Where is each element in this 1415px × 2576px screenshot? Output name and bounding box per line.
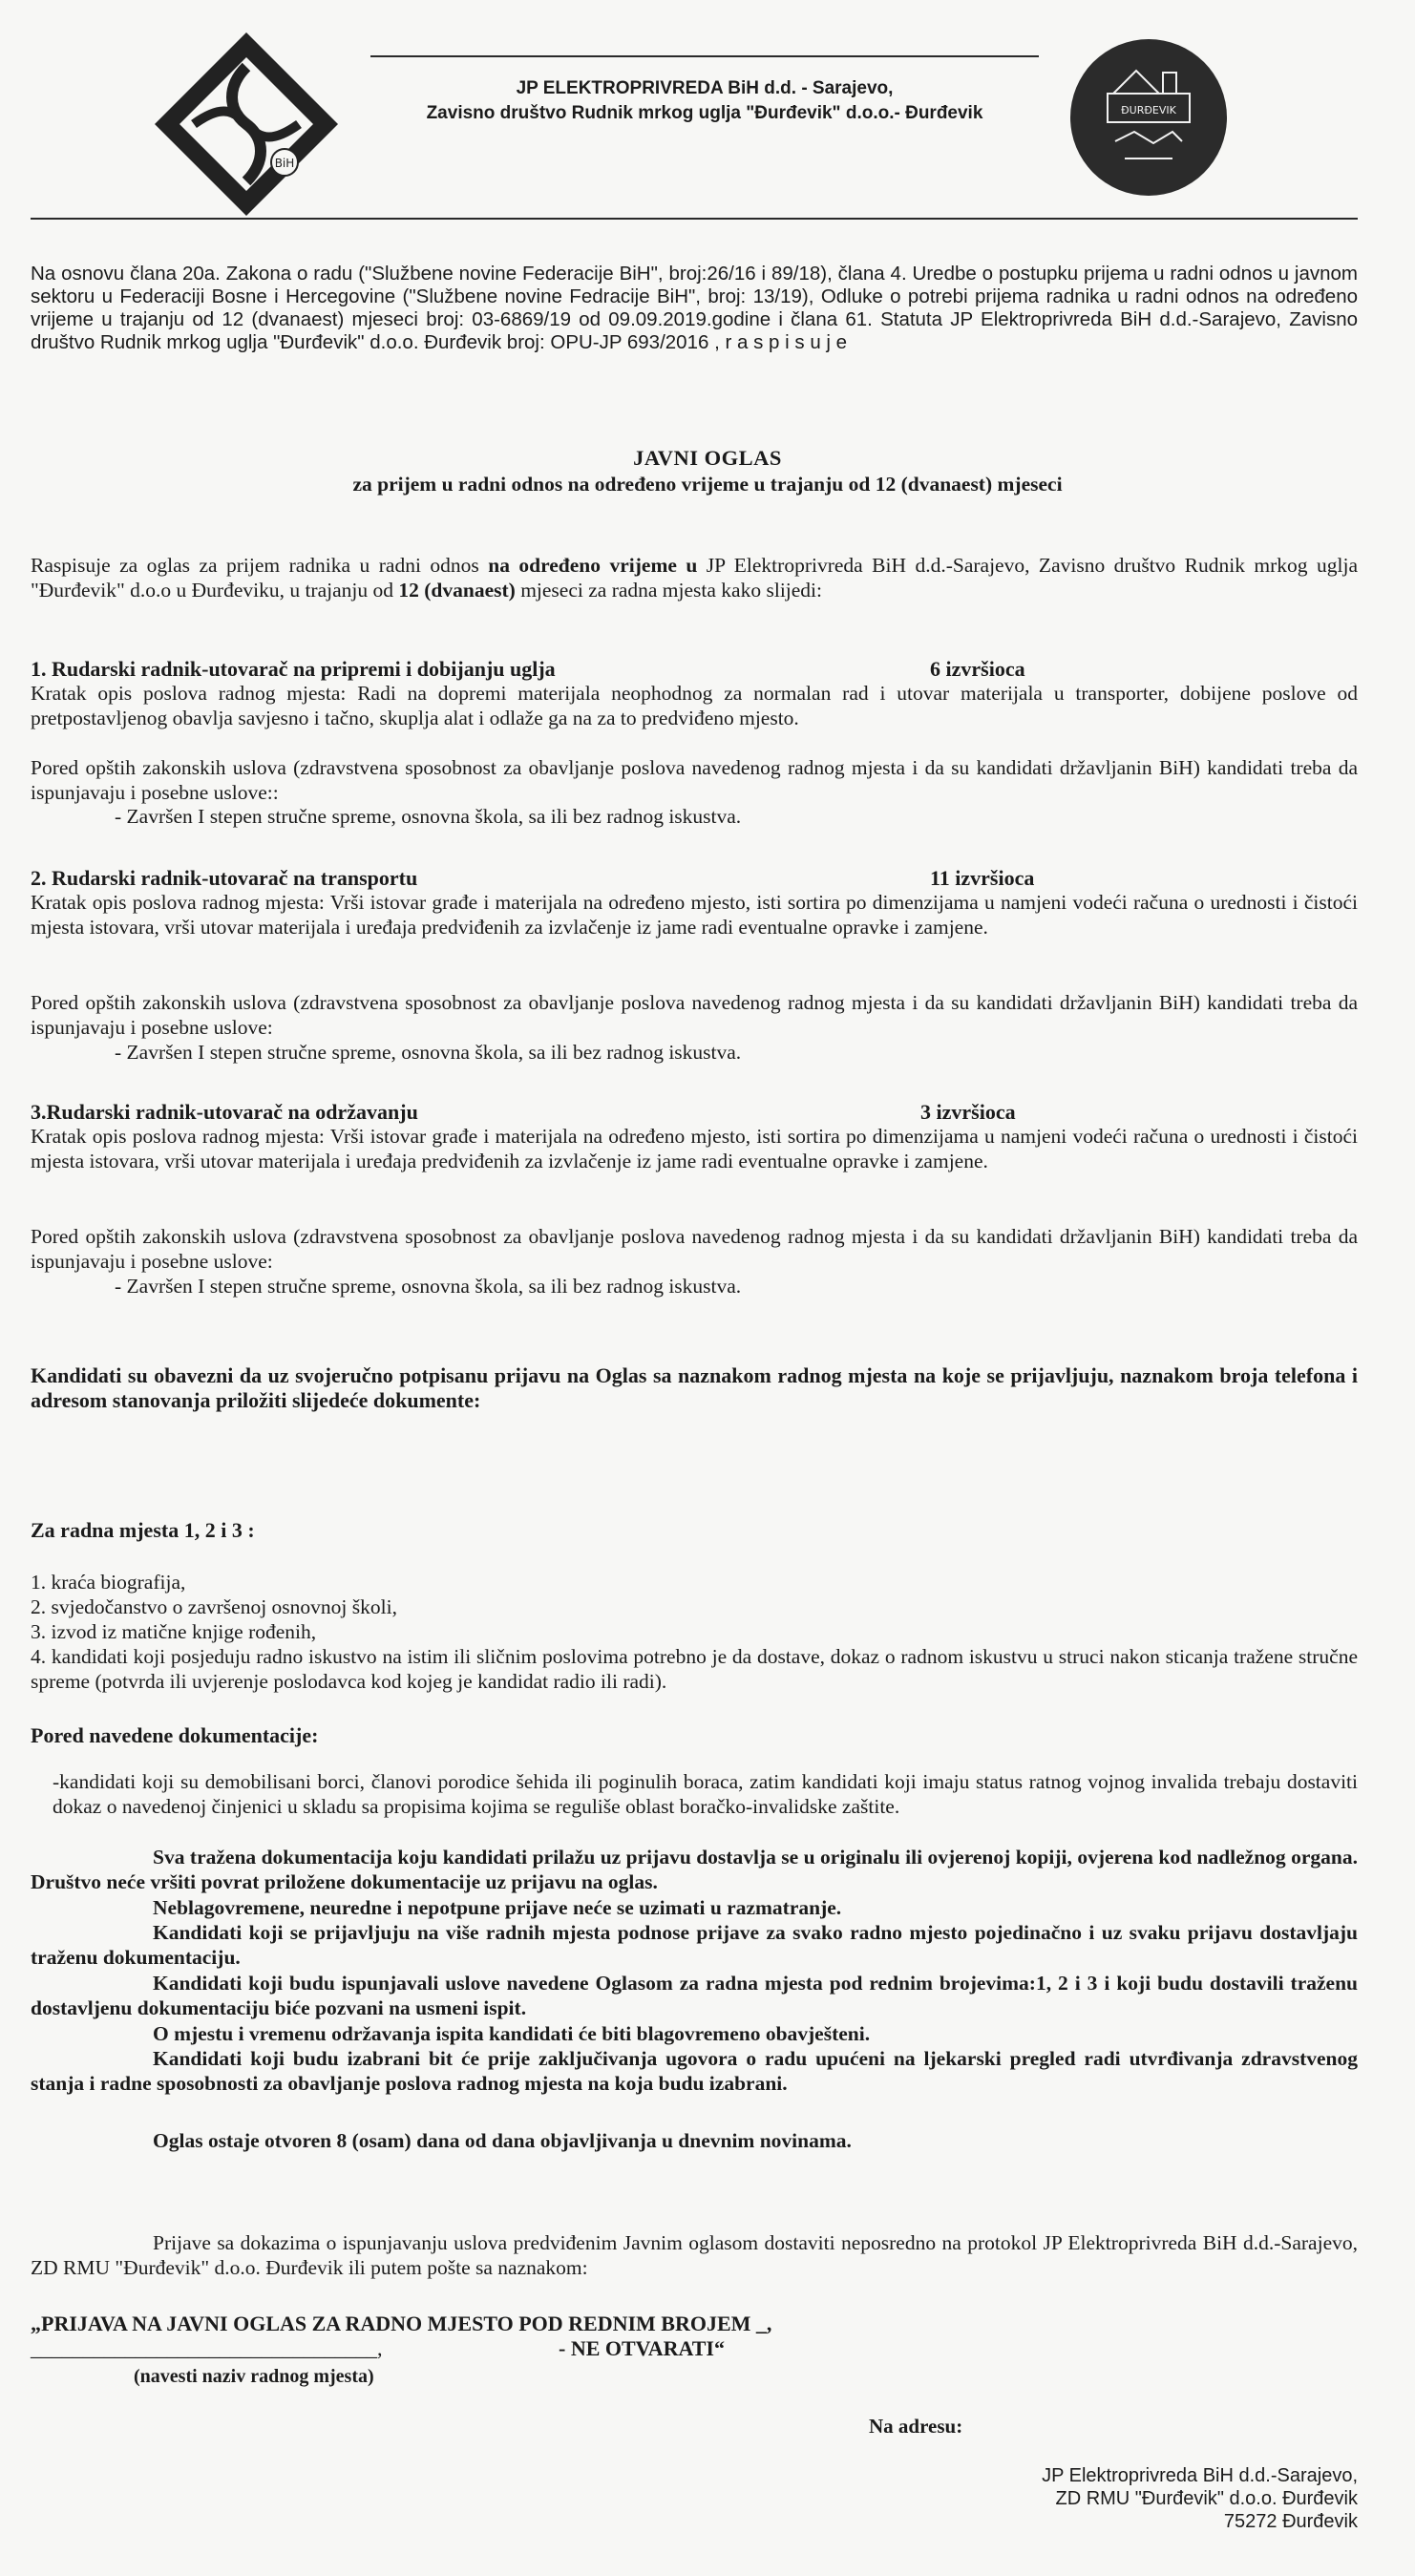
bih-seal-text: BiH [274, 157, 295, 170]
position-2-title: 2. Rudarski radnik-utovarač na transportu [31, 866, 418, 890]
position-1-title: 1. Rudarski radnik-utovarač na pripremi i dobijanju uglja [31, 657, 556, 681]
position-3-description: Kratak opis poslova radnog mjesta: Vrši istovar građe i materijala na određeno mjesto, isti sortira po dimenzijama u namjeni vodeći računa o urednosti i čistoći mjesta istovara, vrši utovar materijala i uređaja predviđenih za izvlačenje iz jame radi eventualne opravke i zamjene. [31, 1125, 1358, 1172]
note-medical-exam-text: Kandidati koji budu izabrani bit će prije zaključivanja ugovora o radu upućeni na ljekarski pregled radi utvrđivanja zdravstvenog stanja i radne sposobnosti za obavljanje poslova radnog mjesta na koja budu izabrani. [31, 2047, 1358, 2095]
envelope-line-2-tail: - NE OTVARATI“ [559, 2336, 725, 2360]
position-2-description: Kratak opis poslova radnog mjesta: Vrši istovar građe i materijala na određeno mjesto, isti sortira po dimenzijama u namjeni vodeći računa o urednosti i čistoći mjesta istovara, vrši utovar materijala i uređaja predviđenih za izvlačenje iz jame radi eventualne opravke i zamjene. [31, 891, 1358, 939]
position-3-title: 3.Rudarski radnik-utovarač na održavanju [31, 1100, 418, 1124]
position-3-requirement: - Završen I stepen stručne spreme, osnovna škola, sa ili bez radnog iskustva. [115, 1275, 742, 1298]
obligation-paragraph: Kandidati su obavezni da uz svojeručno potpisanu prijavu na Oglas sa naznakom radnog mjesta na koje se prijavljuju, naznakom broja telefona i adresom stanovanja priložiti slijedeće dokumente: [31, 1363, 1358, 1412]
address-label: Na adresu: [869, 2415, 963, 2438]
announcement-paragraph [31, 554, 1358, 602]
note-multiple-positions-text: Kandidati koji se prijavljuju na više radnih mjesta podnose prijave za svako radno mjesto pojedinačno i uz svaku prijavu dostavljaju traženu dokumentaciju. [31, 1921, 1358, 1969]
note-exam-schedule-text: O mjestu i vremenu održavanja ispita kandidati će biti blagovremeno obavješteni. [153, 2022, 871, 2045]
document-item-4: 4. kandidati koji posjeduju radno iskustvo na istim ili sličnim poslovima potrebno je da dostave, dokaz o radnom iskustvu u struci nakon sticanja tražene stručne spreme (potvrda ili uvjerenje poslodavca kod kojeg je kandidat radio ili radi). [31, 1645, 1358, 1693]
position-3-conditions: Pored opštih zakonskih uslova (zdravstvena sposobnost za obavljanje poslova navedenog radnog mjesta i da su kandidati državljanin BiH) kandidati treba da ispunjavaju i posebne uslove: [31, 1225, 1358, 1273]
document-item-1: 1. kraća biografija, [31, 1571, 186, 1594]
position-2-conditions: Pored opštih zakonskih uslova (zdravstvena sposobnost za obavljanje poslova navedenog radnog mjesta i da su kandidati državljanin BiH) kandidati treba da ispunjavaju i posebne uslove: [31, 991, 1358, 1039]
intro-paragraph: Na osnovu člana 20a. Zakona o radu ("Službene novine Federacije BiH", broj:26/16 i 89/18), člana 4. Uredbe o postupku prijema u radni odnos u javnom sektoru u Federaciji Bosne i Hercegovine ("Službene novine Fedracije BiH", broj: 13/19), Odluke o potrebi prijema radnika u radni odnos na određeno vrijeme u trajanju od 12 (dvanaest) mjeseci broj: 03-6869/19 od 09.09.2019.godine i člana 61. Statuta JP Elektroprivreda BiH d.d.-Sarajevo, Zavisno društvo Rudnik mrkog uglja "Đurđevik" d.o.o. Đurđevik broj: OPU-JP 693/2016 , r a s p i s u j e [31, 263, 1358, 353]
announce-bold2: 12 (dvanaest) [398, 578, 516, 602]
address-line-1: JP Elektroprivreda BiH d.d.-Sarajevo, [1042, 2465, 1358, 2486]
note-incomplete [31, 1896, 1358, 1921]
note-oral-exam [31, 1972, 1358, 2020]
address-block [1042, 2464, 1358, 2533]
additional-paragraph: -kandidati koji su demobilisani borci, članovi porodice šehida ili poginulih boraca, zatim kandidati koji imaju status ratnog vojnog invalida trebaju dostaviti dokaz o navedenoj činjenici u skladu sa propisima kojima se reguliše oblast boračko-invalidske zaštite. [53, 1770, 1358, 1818]
envelope-line-2-blank: _________________________________, [31, 2336, 383, 2360]
submission-text: Prijave sa dokazima o ispunjavanju uslova predviđenim Javnim oglasom dostaviti neposredno na protokol JP Elektroprivreda BiH d.d.-Sarajevo, ZD RMU "Đurđevik" d.o.o. Đurđevik ili putem pošte sa naznakom: [31, 2231, 1358, 2279]
document-item-3: 3. izvod iz matične knjige rođenih, [31, 1620, 317, 1643]
header-bottom-rule [31, 218, 1358, 220]
position-2-count: 11 izvršioca [930, 866, 1035, 890]
envelope-line-1: „PRIJAVA NA JAVNI OGLAS ZA RADNO MJESTO POD REDNIM BROJEM _, [31, 2312, 772, 2335]
envelope-hint: (navesti naziv radnog mjesta) [134, 2366, 374, 2387]
announce-part1: Raspisuje za oglas za prijem radnika u radni odnos [31, 554, 489, 577]
header-top-rule [370, 55, 1039, 57]
position-1-requirement: - Završen I stepen stručne spreme, osnovna škola, sa ili bez radnog iskustva. [115, 805, 742, 828]
note-oral-exam-text: Kandidati koji budu ispunjavali uslove navedene Oglasom za radna mjesta pod rednim brojevima:1, 2 i 3 i koji budu dostavili traženu dostavljenu dokumentaciju biće pozvani na usmeni ispit. [31, 1972, 1358, 2019]
position-2-requirement: - Završen I stepen stručne spreme, osnovna škola, sa ili bez radnog iskustva. [115, 1041, 742, 1064]
announce-part2: JP Elektroprivreda BiH d.d.-Sarajevo, Zavisno društvo Rudnik mrkog uglja "Đurđevik" d.o.o u Đurđeviku, u trajanju od [31, 554, 1358, 602]
position-3-count: 3 izvršioca [920, 1100, 1016, 1124]
announce-part3: mjeseci za radna mjesta kako slijedi: [515, 578, 823, 602]
position-1-description: Kratak opis poslova radnog mjesta: Radi na dopremi materijala neophodnog za normalan rad i utovar materijala u transporter, dobijene poslove od pretpostavljenog obavlja savjesno i tačno, skuplja alat i odlaže ga na za to predviđeno mjesto. [31, 682, 1358, 729]
notice-subtitle: za prijem u radni odnos na određeno vrijeme u trajanju od 12 (dvanaest) mjeseci [352, 473, 1063, 496]
documents-heading: Za radna mjesta 1, 2 i 3 : [31, 1518, 255, 1542]
submission-paragraph [31, 2231, 1358, 2280]
open-period-text: Oglas ostaje otvoren 8 (osam) dana od dana objavljivanja u dnevnim novinama. [153, 2129, 852, 2152]
document-item-2: 2. svjedočanstvo o završenoj osnovnoj školi, [31, 1595, 397, 1618]
elektroprivreda-logo [151, 29, 342, 220]
durdevik-logo-text: ĐURĐEVIK [1121, 104, 1176, 116]
note-medical-exam [31, 2047, 1358, 2096]
note-multiple-positions [31, 1921, 1358, 1970]
announce-bold1: na određeno vrijeme u [488, 554, 698, 577]
org-name-line2: Zavisno društvo Rudnik mrkog uglja "Đurđevik" d.o.o.- Đurđevik [426, 103, 983, 123]
note-documentation [31, 1846, 1358, 1894]
open-period-paragraph [31, 2129, 1358, 2154]
notice-title: JAVNI OGLAS [633, 446, 782, 470]
additional-heading: Pored navedene dokumentacije: [31, 1723, 319, 1747]
address-line-3: 75272 Đurđevik [1223, 2511, 1358, 2532]
note-incomplete-text: Neblagovremene, neuredne i nepotpune prijave neće se uzimati u razmatranje. [153, 1896, 842, 1919]
org-name-line1: JP ELEKTROPRIVREDA BiH d.d. - Sarajevo, [516, 78, 894, 98]
position-1-conditions: Pored opštih zakonskih uslova (zdravstvena sposobnost za obavljanje poslova navedenog radnog mjesta i da su kandidati državljanin BiH) kandidati treba da ispunjavaju i posebne uslove:: [31, 756, 1358, 804]
durdevik-mine-logo [1067, 36, 1230, 199]
note-documentation-text: Sva tražena dokumentacija koju kandidati prilažu uz prijavu dostavlja se u originalu ili ovjerenoj kopiji, ovjerena kod nadležnog organa. Društvo neće vršiti povrat priložene dokumentacije uz prijavu na oglas. [31, 1846, 1358, 1893]
address-line-2: ZD RMU "Đurđevik" d.o.o. Đurđevik [1055, 2488, 1358, 2509]
position-1-count: 6 izvršioca [930, 657, 1025, 681]
note-exam-schedule [31, 2022, 1358, 2047]
